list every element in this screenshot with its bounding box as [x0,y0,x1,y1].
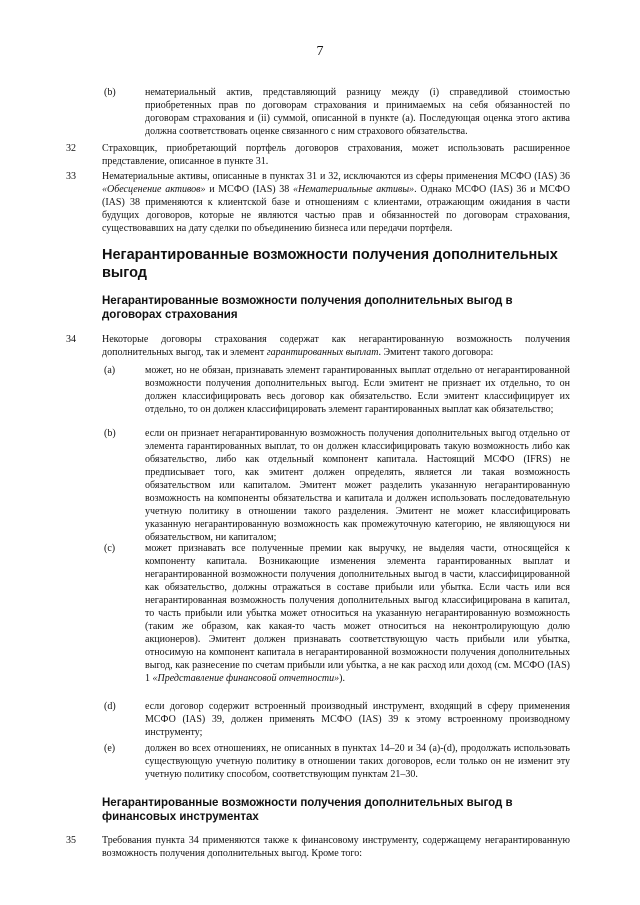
subclause-text: если он признает негарантированную возможность получения дополнительных выгод отдельно от элемента гарантированных выплат, то он должен классифицировать такую возможность либо как обязательство, либо как отдельный компонент капитала. Настоящий МСФО (IFRS) не предписывает того, как эмитент должен определять, является ли такая возможность обязательством или капиталом. Эмитент может разделить указанную негарантированную возможность на компоненты обязательства и капитала и должен использовать последовательную учетную политику в отношении такого разделения. Эмитент не может классифицировать указанную негарантированную возможность как промежуточную категорию, не являющуюся ни обязательством, ни капиталом; [145,428,570,543]
paragraph-32: Страховщик, приобретающий портфель договоров страхования, может использовать расширенное представление, описанное в пункте 31. [102,143,570,167]
subclause-label: (c) [104,543,116,554]
subclause-text: может, но не обязан, признавать элемент гарантированных выплат отдельно от негарантированной возможности получения дополнительных выгод. Если эмитент не признает их отдельно, то он должен классифицировать весь договор как обязательство. Если эмитент классифицирует их отдельно, то он должен классифицировать элемент гарантированных выплат как обязательство; [145,365,570,415]
paragraph-33: Нематериальные активы, описанные в пунктах 31 и 32, исключаются из сферы применения МСФО (IAS) 36 «Обесценение активов» и МСФО (IAS) 38 «Нематериальные активы». Однако МСФО (IAS) 36 и МСФО (IAS) 38 применяются к клиентской базе и отношениям с клиентами, отражающим ожидания в части будущих договоров, которые не являются частью прав и обязанностей по договорам страхования, существовавших на дату сделки по объединению бизнеса или передачи портфеля. [102,171,570,234]
paragraph-35: Требования пункта 34 применяются также к финансовому инструменту, содержащему негарантированную возможность получения дополнительных выгод. Кроме того: [102,835,570,859]
subclause-label: (d) [104,701,116,712]
subclause-label: (e) [104,743,116,754]
subclause-label: (b) [104,428,116,439]
subclause-label: (а) [104,365,116,376]
subclause-label: (b) [104,87,116,98]
subclause-text: нематериальный актив, представляющий разницу между (i) справедливой стоимостью приобретенных прав по договорам страхования и принимаемых на себя обязанностей по договорам страхования и (ii) суммой, описанной в пункте (а). Последующая оценка этого актива должна соответствовать оценке связанного с ним страхового обязательства. [145,87,570,137]
subsection-heading: Негарантированные возможности получения дополнительных выгод в договорах страхования [102,295,513,321]
subsection-heading: Негарантированные возможности получения дополнительных выгод в финансовых инструментах [102,797,513,823]
paragraph-number: 35 [66,835,76,846]
paragraph-number: 34 [66,334,76,345]
subclause-text: если договор содержит встроенный производный инструмент, входящий в сферу применения МСФО (IAS) 39, должен применять МСФО (IAS) 39 к этому встроенному производному инструменту; [145,701,570,738]
page-number: 7 [316,44,324,59]
paragraph-number: 32 [66,143,76,154]
subclause-text: должен во всех отношениях, не описанных в пунктах 14–20 и 34 (а)-(d), продолжать использовать существующую учетную политику в отношении таких договоров, если только он не изменит эту учетную политику способом, соответствующим пунктам 21–30. [145,743,570,780]
subclause-text: может признавать все полученные премии как выручку, не выделяя части, относящейся к компоненту капитала. Возникающие изменения элемента гарантированных выплат и негарантированной возможности получения дополнительных выгод в части, классифицированной как обязательство, должны отражаться в составе прибыли или убытка. Если часть или вся негарантированная возможность получения дополнительных выгод классифицирована в капитал, то часть прибыли или убытка может относиться на указанную негарантированную возможность (таким же образом, как какая-то часть может относиться на неконтролирующую долю акционеров). Эмитент должен признавать соответствующую часть прибыли или убытка, относимую на компонент капитала в негарантированной возможности получения дополнительных выгод, как разнесение по счетам прибыли или убытка, а не как расход или доход (см. МСФО (IAS) 1 «Представление финансовой отчетности»). [145,543,570,684]
section-heading: Негарантированные возможности получения дополнительных выгод [102,247,558,281]
paragraph-number: 33 [66,171,76,182]
paragraph-34: Некоторые договоры страхования содержат как негарантированную возможность получения дополнительных выгод, так и элемент гарантированных выплат. Эмитент такого договора: [102,334,570,358]
